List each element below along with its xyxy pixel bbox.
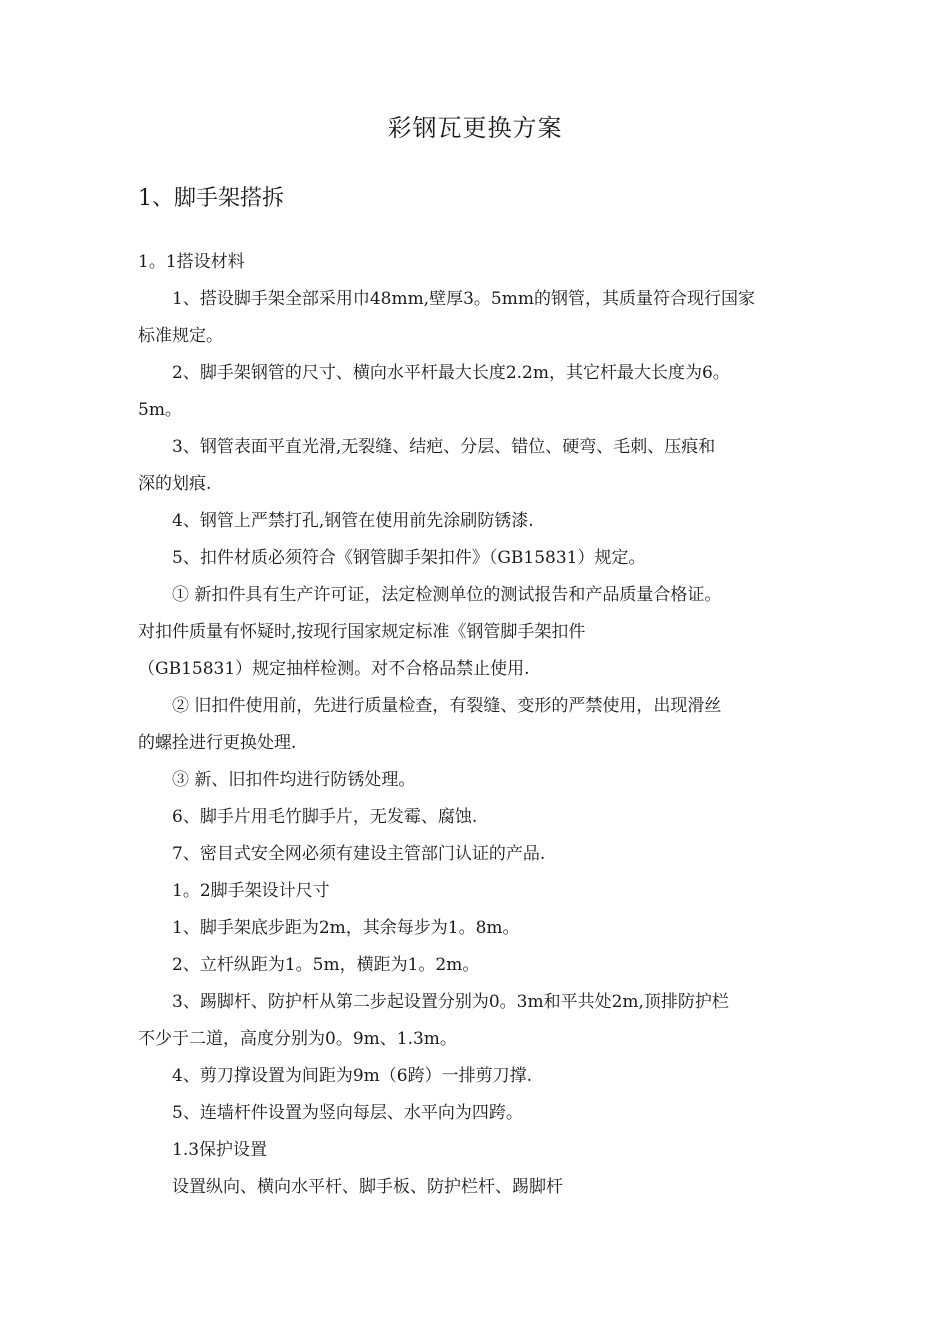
subsection-heading: 1.3保护设置 xyxy=(172,1140,268,1160)
paragraph: 7、密目式安全网必须有建设主管部门认证的产品. xyxy=(172,844,546,864)
subsection-heading: 1。1搭设材料 xyxy=(138,252,245,272)
section-heading: 1、脚手架搭拆 xyxy=(138,186,284,211)
paragraph: 6、脚手片用毛竹脚手片，无发霉、腐蚀. xyxy=(172,807,478,827)
paragraph: 3、钢管表面平直光滑,无裂缝、结疤、分层、错位、硬弯、毛刺、压痕和 xyxy=(172,437,716,457)
paragraph: 4、剪刀撑设置为间距为9m（6跨）一排剪刀撑. xyxy=(172,1066,532,1086)
paragraph: 2、脚手架钢管的尺寸、横向水平杆最大长度2.2m，其它杆最大长度为6。 xyxy=(172,363,730,383)
paragraph: ① 新扣件具有生产许可证，法定检测单位的测试报告和产品质量合格证。 xyxy=(172,585,722,605)
document-body xyxy=(138,244,808,1206)
paragraph-continuation: 的螺拴进行更换处理. xyxy=(138,733,297,753)
paragraph-continuation: 不少于二道，高度分别为0。9m、1.3m。 xyxy=(138,1029,457,1049)
paragraph-continuation: （GB15831）规定抽样检测。对不合格品禁止使用. xyxy=(138,659,530,679)
paragraph: 5、扣件材质必须符合《钢管脚手架扣件》（GB15831）规定。 xyxy=(172,548,646,568)
paragraph-continuation: 对扣件质量有怀疑时,按现行国家规定标准《钢管脚手架扣件 xyxy=(138,622,586,642)
paragraph: 1、脚手架底步距为2m，其余每步为1。8m。 xyxy=(172,918,520,938)
paragraph: 4、钢管上严禁打孔,钢管在使用前先涂刷防锈漆. xyxy=(172,511,534,531)
paragraph: ② 旧扣件使用前，先进行质量检查，有裂缝、变形的严禁使用，出现滑丝 xyxy=(172,696,722,716)
paragraph: 2、立杆纵距为1。5m，横距为1。2m。 xyxy=(172,955,480,975)
paragraph: 5、连墙杆件设置为竖向每层、水平向为四跨。 xyxy=(172,1103,523,1123)
paragraph-continuation: 深的划痕. xyxy=(138,474,212,494)
subsection-heading: 1。2脚手架设计尺寸 xyxy=(172,881,330,901)
paragraph: 设置纵向、横向水平杆、脚手板、防护栏杆、踢脚杆 xyxy=(172,1177,563,1197)
paragraph: 3、踢脚杆、防护杆从第二步起设置分别为0。3m和平共处2m,顶排防护栏 xyxy=(172,992,729,1012)
paragraph-continuation: 标准规定。 xyxy=(138,326,223,346)
document-title: 彩钢瓦更换方案 xyxy=(387,114,563,142)
paragraph: ③ 新、旧扣件均进行防锈处理。 xyxy=(172,770,416,790)
paragraph: 1、搭设脚手架全部采用巾48mm,壁厚3。5mm的钢管，其质量符合现行国家 xyxy=(172,289,755,309)
paragraph-continuation: 5m。 xyxy=(138,400,182,420)
